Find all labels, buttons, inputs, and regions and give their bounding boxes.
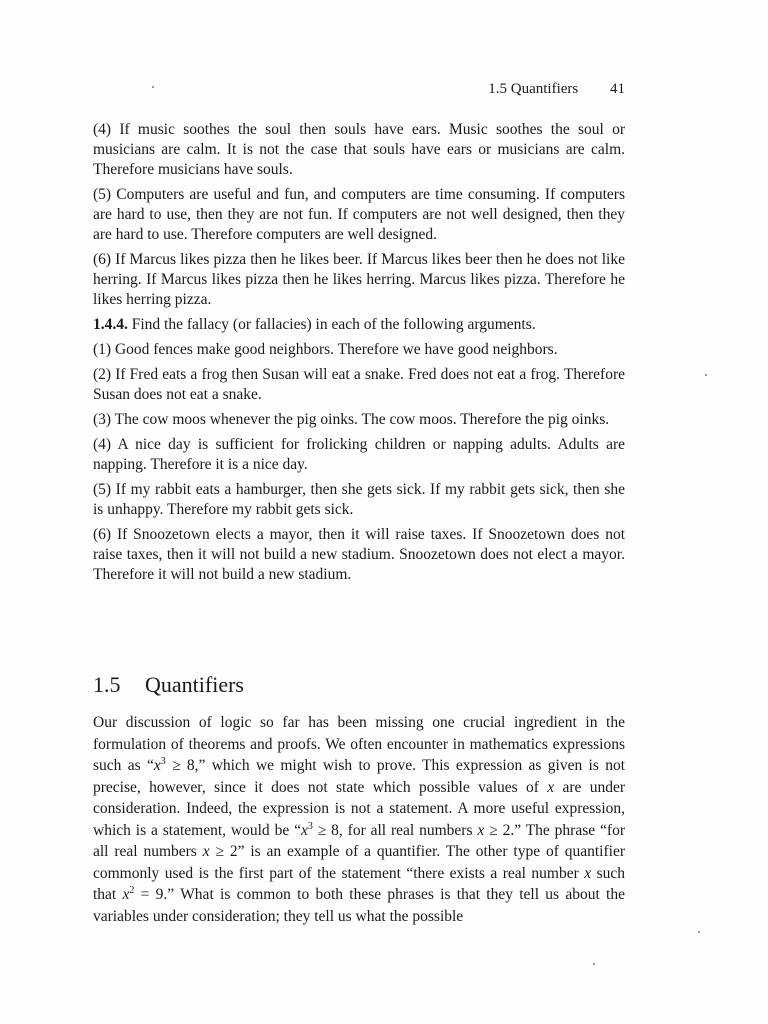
exercise-item: (4) A nice day is sufficient for frolicking children or napping adults. Adults are napping. Therefore it is a nice day. — [93, 436, 625, 473]
exercise-item: (5) If my rabbit eats a hamburger, then she gets sick. If my rabbit gets sick, then she is unhappy. Therefore my rabbit gets sick. — [93, 481, 625, 518]
running-head-section: 1.5 Quantifiers — [488, 81, 579, 97]
exercise-number: 1.4.4. — [93, 316, 128, 333]
scan-speck — [698, 931, 700, 933]
body-text: = 9.” What is common to both these phrases is that they tell us about the variables under consideration; they tell us what the possible — [93, 886, 625, 925]
exercise-item: (6) If Marcus likes pizza then he likes beer. If Marcus likes beer then he does not like herring. If Marcus likes pizza then he likes herring. Marcus likes pizza. Therefore he likes herring pizza. — [93, 251, 625, 308]
running-head — [93, 80, 625, 98]
section-number: 1.5 — [93, 672, 121, 697]
exercise-prompt — [93, 315, 625, 335]
body-text: Our discussion of logic so far has been missing one crucial ingredient in the formulation of theorems and proofs. We often encounter in mathematics expressions such as “ — [93, 714, 625, 774]
math-variable: x — [202, 843, 210, 860]
section-heading — [93, 672, 625, 698]
scan-speck — [593, 963, 595, 965]
exercise-item: (6) If Snoozetown elects a mayor, then it will raise taxes. If Snoozetown does not raise taxes, then it will not build a new stadium. Snoozetown does not elect a mayor. Therefore it will not build a new stadium. — [93, 526, 625, 583]
exercise-item: (1) Good fences make good neighbors. Therefore we have good neighbors. — [93, 341, 558, 358]
body-text: ≥ 2.” The phrase “for all real numbers — [93, 821, 625, 860]
scan-speck — [705, 374, 707, 376]
math-variable: x — [122, 886, 130, 903]
math-variable: x — [547, 778, 555, 796]
exercise-item: (4) If music soothes the soul then souls have ears. Music soothes the soul or musicians are calm. It is not the case that souls have ears or musicians are calm. Therefore musicians have souls. — [93, 121, 625, 178]
section-title: Quantifiers — [145, 672, 244, 697]
body-paragraph — [93, 712, 625, 927]
math-exponent: 2 — [129, 884, 135, 896]
math-variable: x — [153, 757, 161, 774]
math-exponent: 3 — [307, 820, 313, 832]
body-text: ≥ 8, for all real numbers — [312, 821, 478, 839]
body-text: are under consideration. Indeed, the expression is not a statement. A more useful expression, which is a statement, would be “ — [93, 778, 625, 839]
scan-speck — [152, 86, 154, 88]
math-variable: x — [300, 821, 308, 839]
exercise-list — [93, 120, 625, 590]
exercise-item: (3) The cow moos whenever the pig oinks. The cow moos. Therefore the pig oinks. — [93, 411, 610, 428]
math-variable: x — [584, 864, 592, 882]
body-text: such that — [93, 864, 625, 903]
exercise-item: (2) If Fred eats a frog then Susan will eat a snake. Fred does not eat a frog. Therefore Susan does not eat a snake. — [93, 366, 625, 403]
math-exponent: 3 — [160, 755, 166, 767]
exercise-item: (5) Computers are useful and fun, and computers are time consuming. If computers are hard to use, then they are not fun. If computers are not well designed, then they are hard to use. Therefore computers are well designed. — [93, 186, 625, 243]
exercise-prompt-text: Find the fallacy (or fallacies) in each of the following arguments. — [131, 316, 536, 333]
page-number: 41 — [610, 81, 625, 97]
body-text: ≥ 8,” which we might wish to prove. This expression as given is not precise, however, since it does not state which possible values of — [93, 757, 626, 796]
body-text: ≥ 2” is an example of a quantifier. The other type of quantifier commonly used is the first part of the statement “there exists a real number — [93, 843, 625, 882]
math-variable: x — [477, 821, 485, 839]
